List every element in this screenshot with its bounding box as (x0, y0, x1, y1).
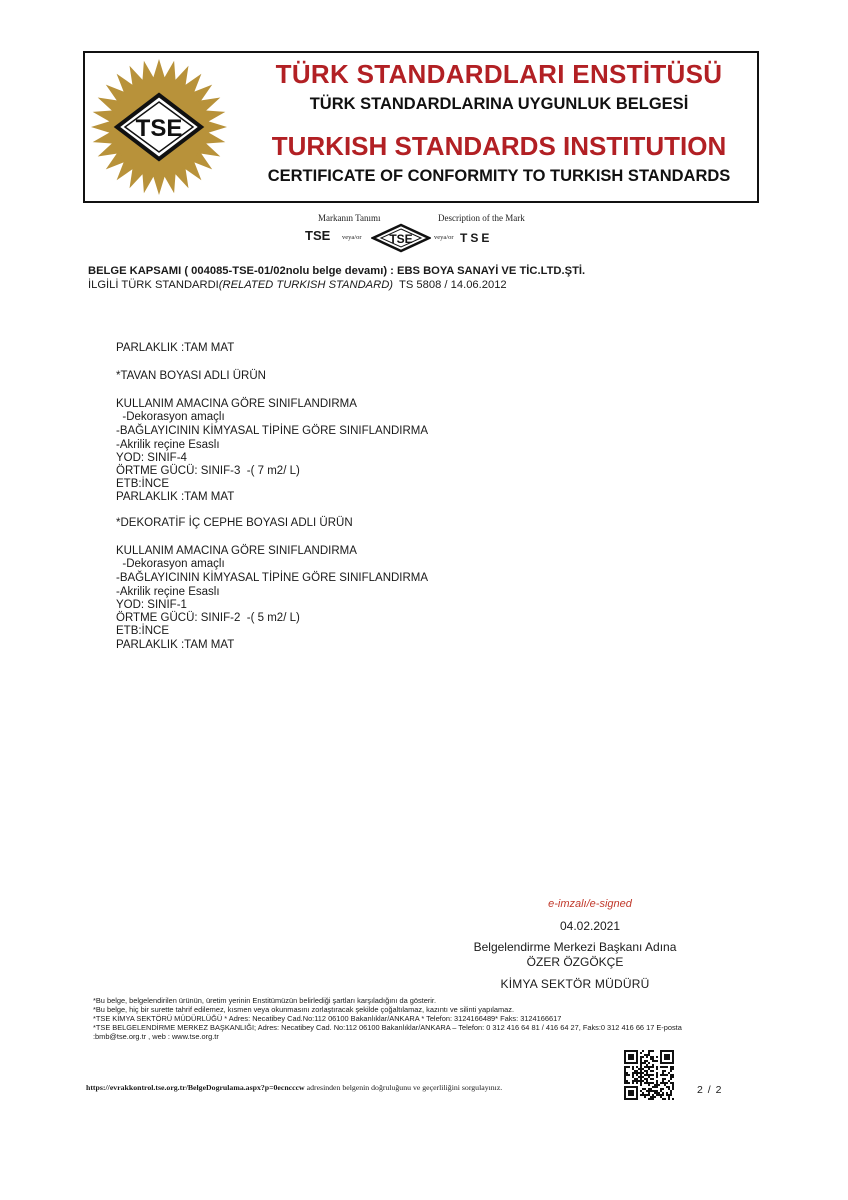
mark-label-en: Description of the Mark (438, 213, 525, 223)
mark-text-tse: TSE (305, 228, 331, 243)
detail-line: YOD: SINIF-4 (116, 452, 187, 464)
detail-line: -Akrilik reçine Esaslı (116, 439, 220, 451)
signature-date: 04.02.2021 (559, 919, 621, 933)
signatory-role: Belgelendirme Merkezi Başkanı Adına (473, 940, 677, 954)
qr-code-icon (624, 1050, 674, 1100)
footnote: :bmb@tse.org.tr , web : www.tse.org.tr (93, 1032, 219, 1041)
detail-line: ETB:İNCE (116, 625, 170, 637)
related-standard-label-en: (RELATED TURKISH STANDARD) (218, 279, 394, 291)
verification-note (86, 1083, 502, 1092)
product-heading: *DEKORATİF İÇ CEPHE BOYASI ADLI ÜRÜN (116, 517, 353, 529)
detail-line: PARLAKLIK :TAM MAT (116, 639, 235, 651)
footnote: *Bu belge, belgelendirilen ürünün, üretim yerinin Enstitümüzün belirlediği şartları karşıladığını da gösterir. (93, 996, 437, 1005)
institute-name-tr: TÜRK STANDARDLARI ENSTİTÜSÜ (275, 59, 723, 89)
detail-line: KULLANIM AMACINA GÖRE SINIFLANDIRMA (116, 545, 357, 557)
certificate-header (83, 51, 759, 203)
certificate-title-tr: TÜRK STANDARDLARINA UYGUNLUK BELGESİ (309, 95, 689, 113)
page-number: 2 / 2 (697, 1084, 723, 1096)
footnote: *TSE KİMYA SEKTÖRÜ MÜDÜRLÜĞÜ * Adres: Necatibey Cad.No:112 06100 Bakanlıklar/ANKARA * Telefon: 3124166489* Faks: 3124166617 (93, 1014, 562, 1023)
logo-text: TSE (389, 232, 413, 246)
detail-line: -BAĞLAYICININ KİMYASAL TİPİNE GÖRE SINIFLANDIRMA (116, 425, 429, 437)
veya-label: veya/or (434, 234, 454, 241)
institute-name-en: TURKISH STANDARDS INSTITUTION (271, 131, 727, 161)
related-standard-value: TS 5808 / 14.06.2012 (399, 279, 507, 291)
related-standard-label: İLGİLİ TÜRK STANDARDI (88, 279, 219, 291)
footnote: *TSE BELGELENDİRME MERKEZ BAŞKANLIĞI; Adres: Necatibey Cad. No:112 06100 Bakanlıklar/ANKARA – Telefon: 0 312 416 64 81 / 416 64 27, Faks:0 312 416 66 17 E-posta (93, 1023, 682, 1032)
product-heading: *TAVAN BOYASI ADLI ÜRÜN (116, 370, 266, 382)
verification-text: adresinden belgenin doğruluğunu ve geçerliliğini sorgulayınız. (304, 1083, 503, 1092)
mark-text-tse-vertical: TSE (460, 231, 493, 245)
e-signed-label: e-imzalı/e-signed (548, 898, 632, 910)
footnotes (93, 996, 753, 1041)
detail-line: PARLAKLIK :TAM MAT (116, 342, 235, 354)
related-standard (88, 279, 507, 291)
seal-text: TSE (135, 115, 183, 142)
detail-line: ETB:İNCE (116, 478, 170, 490)
detail-line: ÖRTME GÜCÜ: SINIF-2 -( 5 m2/ L) (116, 612, 300, 624)
tse-diamond-logo-icon (371, 223, 431, 253)
verification-link[interactable]: https://evrakkontrol.tse.org.tr/BelgeDogrulama.aspx?p=0ecncccw (86, 1083, 305, 1092)
detail-line: KULLANIM AMACINA GÖRE SINIFLANDIRMA (116, 398, 357, 410)
mark-label-tr: Markanın Tanımı (318, 213, 381, 223)
certificate-scope: BELGE KAPSAMI ( 004085-TSE-01/02nolu belge devamı) : EBS BOYA SANAYİ VE TİC.LTD.ŞTİ. (88, 265, 586, 277)
detail-line: -Dekorasyon amaçlı (116, 558, 225, 570)
detail-line: -BAĞLAYICININ KİMYASAL TİPİNE GÖRE SINIFLANDIRMA (116, 572, 429, 584)
tse-seal-logo (89, 57, 229, 197)
detail-line: ÖRTME GÜCÜ: SINIF-3 -( 7 m2/ L) (116, 465, 300, 477)
signatory-title: KİMYA SEKTÖR MÜDÜRÜ (500, 977, 650, 991)
detail-line: -Dekorasyon amaçlı (116, 411, 225, 423)
signatory-name: ÖZER ÖZGÖKÇE (526, 955, 624, 969)
veya-label: veya/or (342, 234, 362, 241)
footnote: *Bu belge, hiç bir surette tahrif edilemez, kısmen veya okunmasını zorlaştıracak şekilde çoğaltılamaz, kazıntı ve silinti yapılamaz. (93, 1005, 515, 1014)
detail-line: YOD: SINIF-1 (116, 599, 187, 611)
detail-line: -Akrilik reçine Esaslı (116, 586, 220, 598)
certificate-title-en: CERTIFICATE OF CONFORMITY TO TURKISH STANDARDS (267, 167, 731, 185)
mark-description (300, 212, 530, 252)
detail-line: PARLAKLIK :TAM MAT (116, 491, 235, 503)
